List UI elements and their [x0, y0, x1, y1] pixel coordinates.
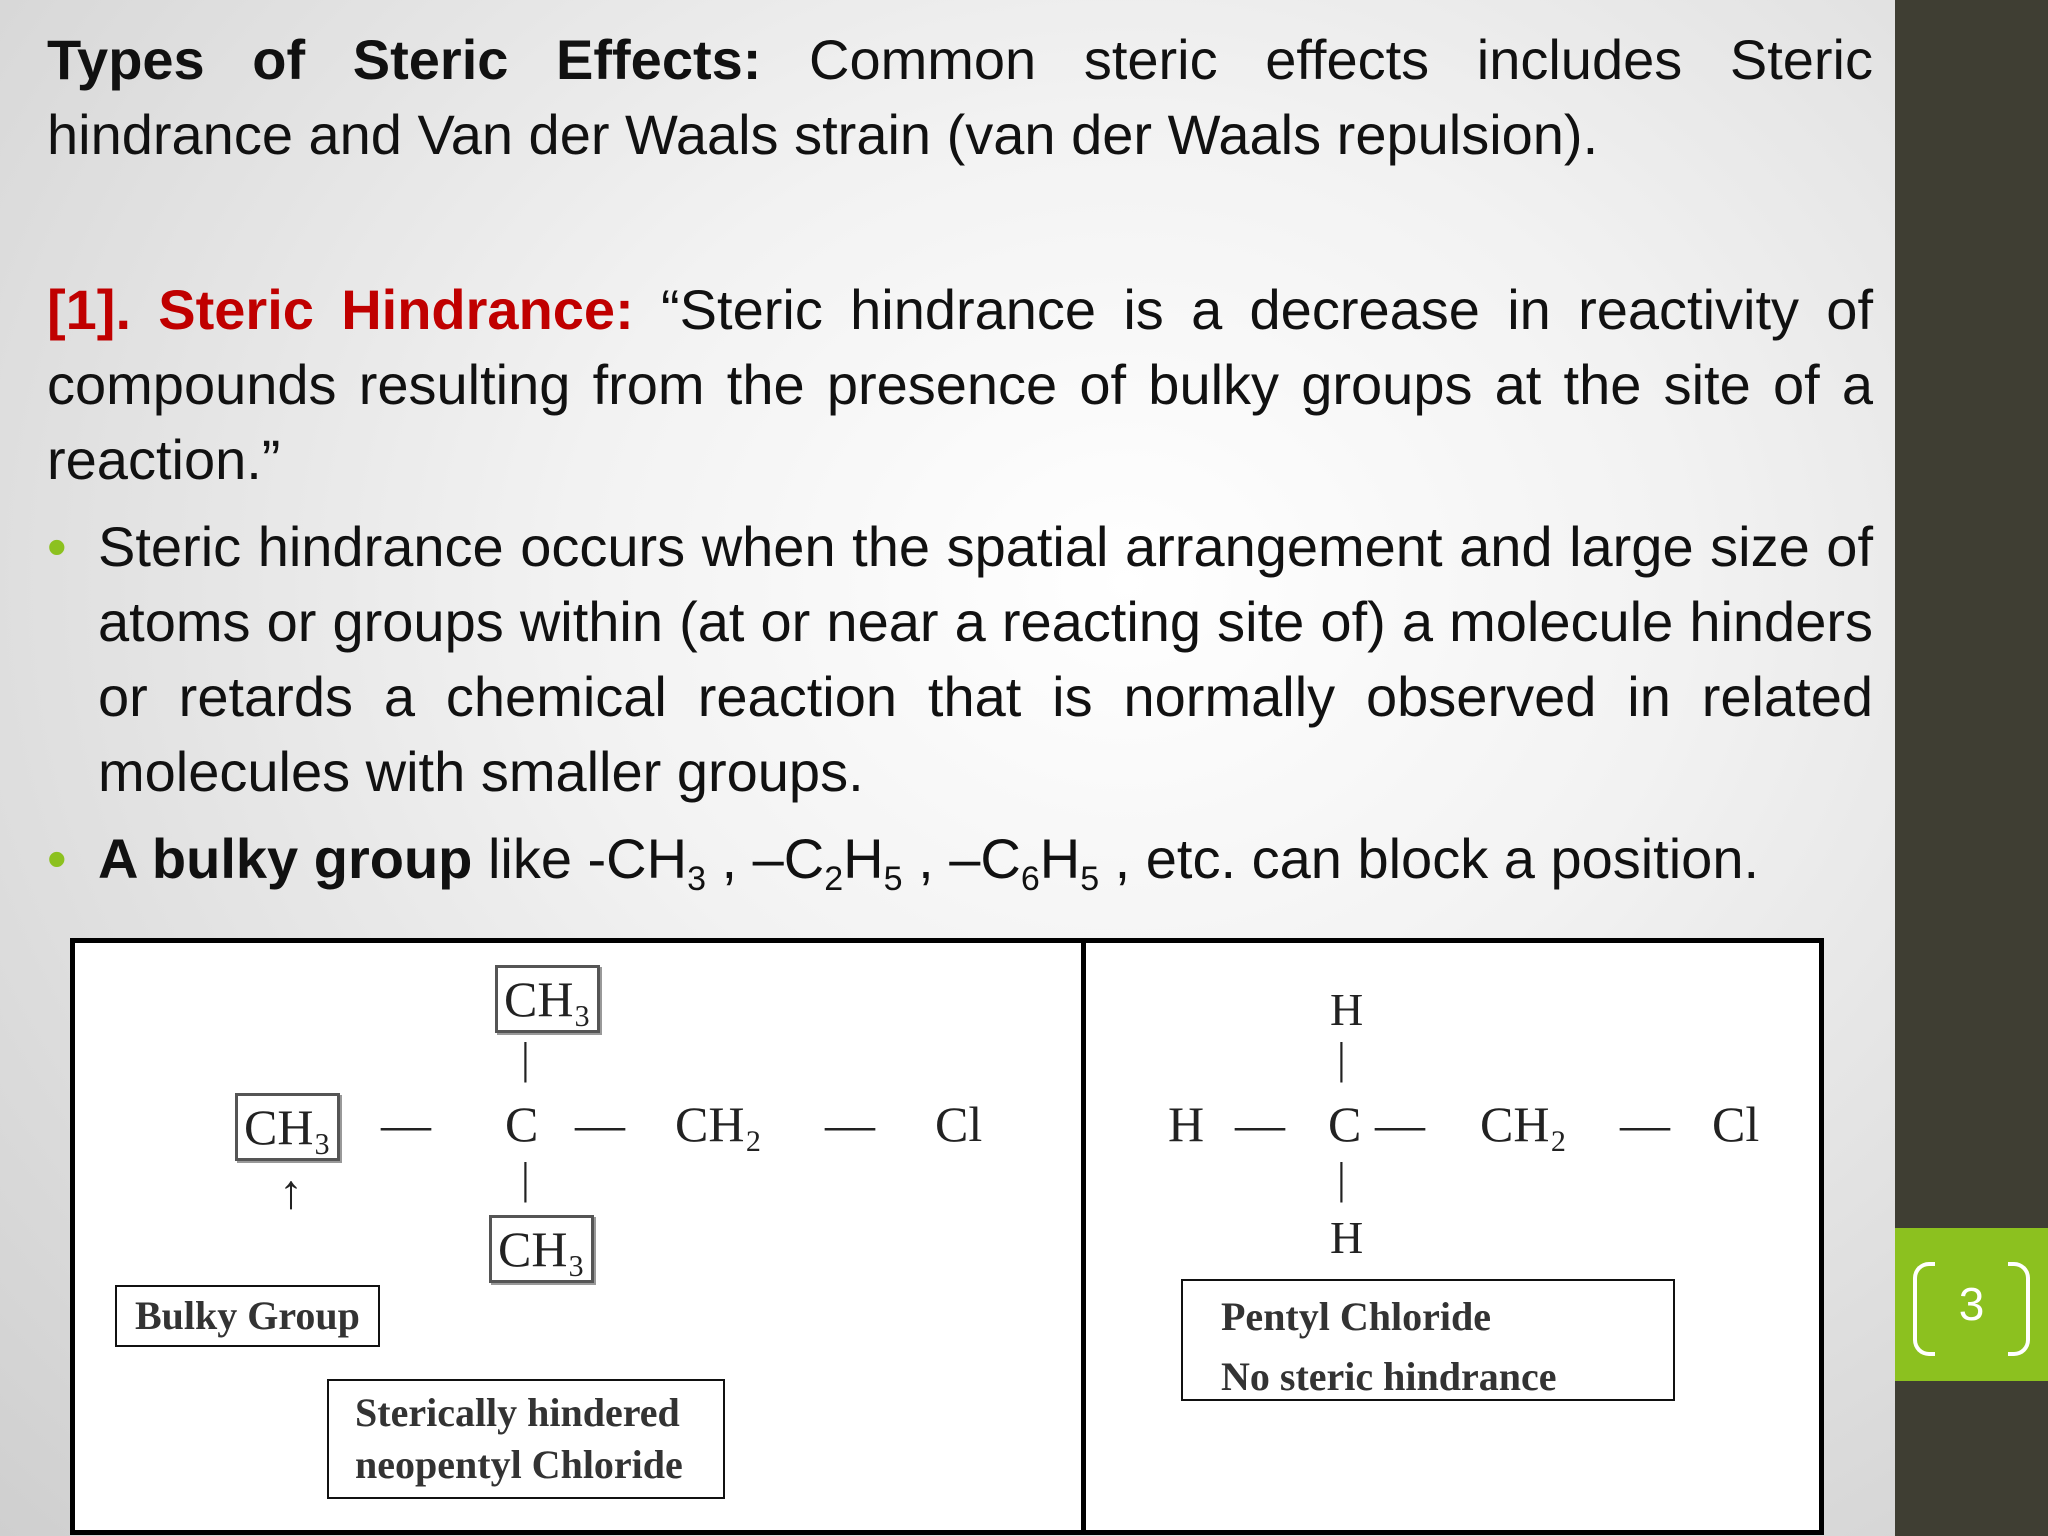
subscript: 5	[883, 860, 903, 898]
bullet-icon: •	[47, 827, 67, 890]
bond: —	[1375, 1096, 1425, 1152]
left-caption	[327, 1379, 725, 1499]
bullet-item-2	[47, 821, 1873, 896]
right-caption-line-2: No steric hindrance	[1221, 1354, 1557, 1399]
formula-part: , –C	[721, 827, 825, 890]
steric-hindrance-figure	[70, 938, 1824, 1535]
subscript: 3	[687, 860, 706, 898]
subscript: 5	[1080, 860, 1100, 898]
left-caption-line-2: neopentyl Chloride	[355, 1442, 683, 1487]
formula-part: , –C	[918, 827, 1021, 890]
arrow-up-icon: ↑	[279, 1166, 303, 1219]
chlorine: Cl	[935, 1096, 983, 1152]
bottom-methyl-group: CH₃	[489, 1215, 594, 1283]
definition-text: “Steric hindrance is a decrease in reactivity of compounds resulting from the presence of bulky groups at the site of a reaction.”	[47, 278, 1874, 491]
central-carbon: C	[1328, 1096, 1362, 1152]
left-methyl-group: CH₃	[235, 1093, 340, 1161]
bulky-group-term: A bulky group	[98, 827, 473, 890]
formula-part: H	[843, 827, 884, 890]
section-heading: [1]. Steric Hindrance:	[47, 278, 634, 341]
hydrogen-top: H	[1330, 984, 1364, 1035]
intro-paragraph	[47, 22, 1873, 172]
intro-heading: Types of Steric Effects:	[47, 28, 762, 91]
chlorine: Cl	[1712, 1096, 1760, 1152]
right-caption	[1181, 1279, 1675, 1401]
bond-vertical: |	[1337, 1154, 1346, 1203]
page-number: 3	[1958, 1278, 1985, 1330]
bond: —	[1620, 1096, 1670, 1152]
bulky-group-label: Bulky Group	[115, 1285, 380, 1347]
formula-part: like -CH	[487, 827, 688, 890]
central-carbon: C	[505, 1096, 539, 1152]
page-number-badge	[1895, 1228, 2048, 1381]
hydrogen-bottom: H	[1330, 1212, 1364, 1263]
bullet-text-1: Steric hindrance occurs when the spatial arrangement and large size of atoms or groups within (at or near a reacting site of) a molecule hinders or retards a chemical reaction that is normally observed in related molecules with smaller groups.	[98, 515, 1873, 803]
ch2-group: CH₂	[1480, 1096, 1567, 1152]
bullet-icon: •	[47, 515, 67, 578]
bond-vertical: |	[1337, 1034, 1346, 1083]
formula-part: H	[1039, 827, 1081, 890]
bond: —	[575, 1096, 625, 1152]
subscript: 2	[824, 860, 844, 898]
hydrogen-left: H	[1168, 1096, 1205, 1152]
bond: —	[1235, 1096, 1285, 1152]
top-methyl-group: CH₃	[495, 965, 600, 1033]
left-caption-line-1: Sterically hindered	[355, 1390, 680, 1435]
formula-part: , etc. can block a position.	[1114, 827, 1760, 890]
subscript: 6	[1020, 860, 1040, 898]
bullet-item-1	[47, 509, 1873, 809]
bond-vertical: |	[521, 1154, 530, 1203]
bond: —	[381, 1096, 431, 1152]
bond: —	[825, 1096, 875, 1152]
bullet-text-2	[98, 821, 1873, 896]
right-caption-line-1: Pentyl Chloride	[1221, 1294, 1491, 1339]
steric-hindrance-paragraph	[47, 272, 1873, 497]
figure-divider	[1081, 943, 1086, 1530]
ch2-group: CH₂	[675, 1096, 762, 1152]
bond-vertical: |	[521, 1034, 530, 1083]
intro-text: Common steric effects includes Steric hindrance and Van der Waals strain (van der Waals repulsion).	[47, 28, 1873, 166]
